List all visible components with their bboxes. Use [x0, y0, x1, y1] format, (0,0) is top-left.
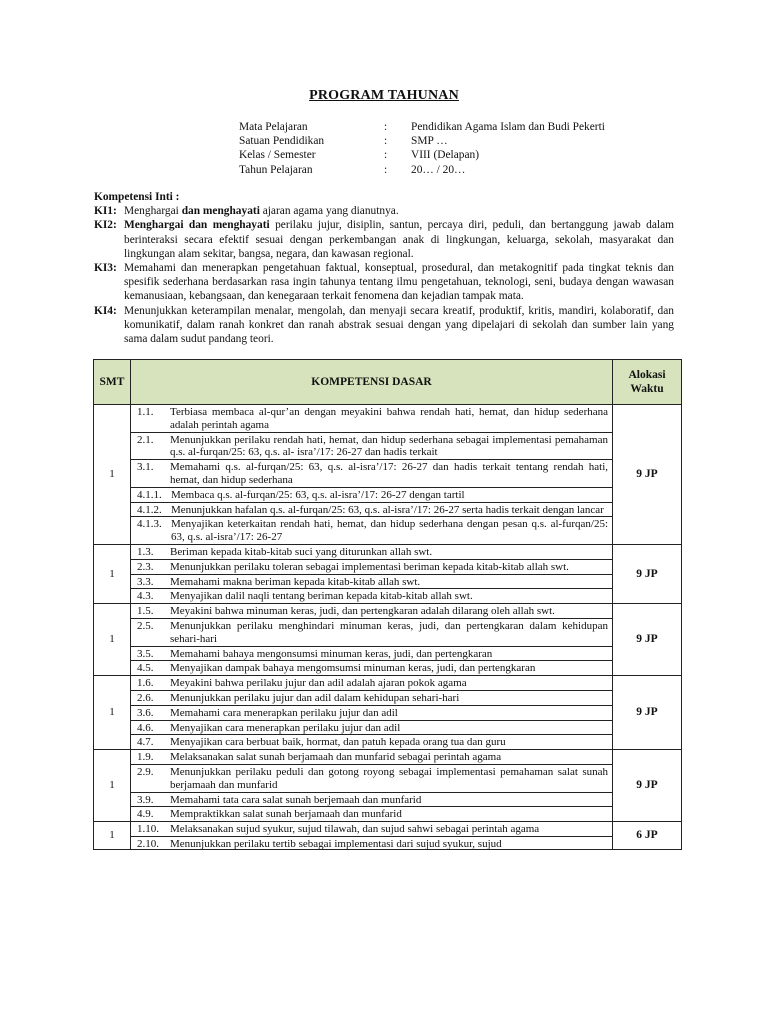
table-row	[94, 460, 682, 488]
kd-text: Membaca q.s. al-furqan/25: 63, q.s. al-isra’/17: 26-27 dengan tartil	[171, 488, 465, 501]
table-row	[94, 750, 682, 765]
kd-number: 4.6.	[137, 721, 154, 734]
ki-item	[94, 304, 674, 347]
kompetensi-inti	[94, 190, 674, 346]
kd-number: 4.9.	[137, 808, 154, 821]
smt-cell: 1	[94, 405, 131, 545]
ki-text-part: ajaran agama yang dianutnya.	[259, 205, 399, 218]
kd-text: Menyajikan dampak bahaya mengomsumsi minuman keras, judi, dan pertengkaran	[170, 662, 536, 675]
meta-separator: :	[384, 149, 388, 162]
kd-text: Menunjukkan perilaku jujur dan adil dalam kehidupan sehari-hari	[170, 691, 460, 704]
kd-number: 2.6.	[137, 691, 154, 704]
kd-text: Meyakini bahwa minuman keras, judi, dan pertengkaran adalah dilarang oleh allah swt.	[170, 605, 555, 618]
table-row	[94, 690, 682, 705]
ki-code: KI3:	[94, 262, 117, 275]
ki-text-part: Menghargai	[124, 205, 182, 218]
kd-cell	[131, 604, 613, 619]
smt-cell: 1	[94, 544, 131, 603]
header-smt: SMT	[94, 360, 131, 405]
kd-number: 1.10.	[137, 823, 159, 836]
kd-cell	[131, 432, 613, 460]
kd-cell	[131, 676, 613, 691]
meta-separator: :	[384, 121, 388, 133]
kd-cell	[131, 487, 613, 502]
kd-cell	[131, 661, 613, 676]
table-row	[94, 836, 682, 849]
kd-number: 1.6.	[137, 677, 154, 690]
kd-cell	[131, 574, 613, 589]
kd-number: 1.1.	[137, 406, 154, 418]
meta-label: Mata Pelajaran	[239, 121, 308, 133]
kd-number: 3.5.	[137, 647, 154, 660]
kd-cell	[131, 690, 613, 705]
kd-cell	[131, 559, 613, 574]
meta-row	[239, 163, 605, 177]
alokasi-waktu-cell: 9 JP	[613, 676, 682, 750]
kd-cell	[131, 502, 613, 517]
meta-label: Tahun Pelajaran	[239, 163, 313, 176]
meta-value: Pendidikan Agama Islam dan Budi Pekerti	[411, 121, 605, 133]
ki-text	[124, 204, 674, 218]
kd-text: Melaksanakan sujud syukur, sujud tilawah, dan sujud sahwi sebagai perintah agama	[170, 823, 540, 836]
document-meta	[239, 120, 605, 177]
table-row	[94, 589, 682, 604]
table-row	[94, 807, 682, 822]
ki-item	[94, 218, 674, 261]
kd-number: 4.7.	[137, 736, 154, 749]
table-row	[94, 705, 682, 720]
kd-number: 1.3.	[137, 545, 154, 558]
ki-text-part: dan menghayati	[181, 205, 260, 218]
ki-heading: Kompetensi Inti :	[94, 191, 180, 203]
kd-text: Menunjukkan perilaku menghindari minuman keras, judi, dan pertengkaran dalam kehidupan sehari-hari	[170, 619, 608, 645]
kd-cell	[131, 705, 613, 720]
smt-cell: 1	[94, 604, 131, 676]
kd-text: Beriman kepada kitab-kitab suci yang diturunkan allah swt.	[170, 545, 433, 558]
table-row	[94, 720, 682, 735]
table-row	[94, 487, 682, 502]
table-row	[94, 574, 682, 589]
meta-value: VIII (Delapan)	[411, 149, 479, 162]
ki-text-part: Memahami dan menerapkan pengetahuan faktual, konseptual, prosedural, dan metakognitif pada tingkat teknis dan spesifik sederhana berdasarkan rasa ingin tahunya tentang ilmu pengetahuan, teknologi, seni, budaya dengan wawasan kemanusiaan, kebangsaan, dan kenegaraan terkait fenomena dan kejadian tampak mata.	[124, 262, 674, 303]
meta-value: SMP …	[411, 135, 448, 148]
ki-item	[94, 261, 674, 304]
table-header-row	[94, 360, 682, 405]
meta-row	[239, 148, 605, 162]
kd-number: 2.5.	[137, 619, 154, 632]
page-title: PROGRAM TAHUNAN	[309, 88, 459, 103]
kd-number: 2.9.	[137, 765, 154, 778]
ki-text-part: perilaku jujur, disiplin, santun, percaya diri, peduli, dan bertanggung jawab dalam berinteraksi secara efektif sesuai dengan perkembangan anak di lingkungan, keluarga, sekolah, masyarakat dan lingkungan alam sekitar, bangsa, negara, dan kawasan regional.	[124, 219, 674, 260]
kd-number: 3.9.	[137, 793, 154, 806]
table-row	[94, 604, 682, 619]
kd-number: 3.6.	[137, 706, 154, 719]
meta-row	[239, 134, 605, 148]
kd-number: 1.9.	[137, 751, 154, 764]
kd-text: Menyajikan keterkaitan rendah hati, hemat, dan hidup sederhana dengan pesan q.s. al-furqan/25: 63, q.s. al-isra’/17: 26-27	[171, 518, 608, 544]
kd-number: 2.10.	[137, 837, 159, 849]
table-row	[94, 544, 682, 559]
kd-cell	[131, 822, 613, 837]
kd-text: Menyajikan cara berbuat baik, hormat, dan patuh kepada orang tua dan guru	[170, 736, 506, 749]
kd-number: 4.1.3.	[137, 518, 162, 531]
ki-text-part: Menghargai dan menghayati	[124, 219, 270, 232]
kd-cell	[131, 750, 613, 765]
kd-text: Melaksanakan salat sunah berjamaah dan munfarid sebagai perintah agama	[170, 751, 502, 764]
header-alokasi-waktu: Alokasi Waktu	[613, 360, 682, 405]
kd-number: 4.1.1.	[137, 488, 162, 501]
meta-label: Kelas / Semester	[239, 149, 316, 162]
ki-text	[124, 261, 674, 304]
table-row	[94, 559, 682, 574]
meta-separator: :	[384, 163, 388, 176]
kd-text: Menunjukkan hafalan q.s. al-furqan/25: 63, q.s. al-isra’/17: 26-27 serta hadis terkait dengan lancar	[171, 503, 604, 516]
kd-cell	[131, 836, 613, 849]
kd-text: Memahami cara menerapkan perilaku jujur dan adil	[170, 706, 398, 719]
header-kompetensi-dasar: KOMPETENSI DASAR	[131, 360, 613, 405]
kd-text: Menyajikan dalil naqli tentang beriman kepada kitab-kitab allah swt.	[170, 590, 473, 603]
table-row	[94, 661, 682, 676]
kd-cell	[131, 792, 613, 807]
kd-cell	[131, 720, 613, 735]
meta-separator: :	[384, 135, 388, 148]
alokasi-waktu-cell: 6 JP	[613, 822, 682, 850]
kd-number: 1.5.	[137, 605, 154, 618]
table-row	[94, 405, 682, 433]
table-row	[94, 822, 682, 837]
kd-cell	[131, 735, 613, 750]
meta-row	[239, 120, 605, 134]
kd-text: Menunjukkan perilaku toleran sebagai implementasi beriman kepada kitab-kitab allah swt.	[170, 560, 569, 573]
ki-code: KI1:	[94, 205, 117, 218]
table-row	[94, 735, 682, 750]
smt-cell: 1	[94, 750, 131, 822]
kd-cell	[131, 460, 613, 488]
kd-number: 4.1.2.	[137, 503, 162, 516]
ki-text	[124, 218, 674, 261]
meta-label: Satuan Pendidikan	[239, 135, 325, 148]
kd-text: Menunjukkan perilaku rendah hati, hemat, dan hidup sederhana sebagai implementasi pemahaman q.s. al-furqan/25: 63, q.s. al- isra’/17: 26-27 dan hadis terkait	[170, 433, 608, 459]
kd-text: Mempraktikkan salat sunah berjamaah dan munfarid	[170, 808, 402, 821]
ki-code: KI2:	[94, 219, 117, 232]
table-row	[94, 517, 682, 545]
kd-text: Memahami tata cara salat sunah berjemaah dan munfarid	[170, 793, 422, 806]
table-row	[94, 618, 682, 646]
kd-cell	[131, 589, 613, 604]
kd-number: 4.3.	[137, 590, 154, 603]
ki-code: KI4:	[94, 304, 117, 317]
smt-cell: 1	[94, 676, 131, 750]
ki-text	[124, 304, 674, 347]
table-row	[94, 792, 682, 807]
kd-cell	[131, 405, 613, 433]
kd-text: Meyakini bahwa perilaku jujur dan adil adalah ajaran pokok agama	[170, 677, 467, 690]
table-row	[94, 502, 682, 517]
kd-text: Terbiasa membaca al-qur’an dengan meyakini bahwa rendah hati, hemat, dan hidup sederhana adalah perintah agama	[170, 406, 608, 431]
kd-number: 2.1.	[137, 433, 154, 446]
kd-cell	[131, 544, 613, 559]
kd-cell	[131, 807, 613, 822]
kd-text: Memahami makna beriman kepada kitab-kitab allah swt.	[170, 575, 421, 588]
alokasi-waktu-cell: 9 JP	[613, 405, 682, 545]
kd-cell	[131, 646, 613, 661]
ki-item	[94, 204, 674, 218]
kd-cell	[131, 517, 613, 545]
alokasi-waktu-cell: 9 JP	[613, 750, 682, 822]
kd-cell	[131, 764, 613, 792]
table-row	[94, 646, 682, 661]
kd-number: 4.5.	[137, 662, 154, 675]
kd-number: 3.1.	[137, 461, 154, 474]
kd-cell	[131, 618, 613, 646]
table-row	[94, 764, 682, 792]
kompetensi-dasar-table	[93, 359, 682, 850]
kd-text: Memahami q.s. al-furqan/25: 63, q.s. al-isra’/17: 26-27 dan hadis terkait tentang rendah hati, hemat, dan hidup sederhana	[170, 461, 608, 486]
meta-value: 20… / 20…	[411, 163, 466, 176]
kd-number: 2.3.	[137, 560, 154, 573]
kd-text: Menyajikan cara menerapkan perilaku jujur dan adil	[170, 721, 401, 734]
kd-text: Memahami bahaya mengonsumsi minuman keras, judi, dan pertengkaran	[170, 647, 493, 660]
table-row	[94, 676, 682, 691]
kd-number: 3.3.	[137, 575, 154, 588]
kd-text: Menunjukkan perilaku peduli dan gotong royong sebagai implementasi pemahaman salat sunah berjamaah dan munfarid	[170, 765, 608, 791]
alokasi-waktu-cell: 9 JP	[613, 604, 682, 676]
ki-text-part: Menunjukkan keterampilan menalar, mengolah, dan menyaji secara kreatif, produktif, kritis, mandiri, kolaboratif, dan komunikatif, dalam ranah konkret dan ranah abstrak sesuai dengan yang dipelajari di sekolah dan sumber lain yang sama dalam sudut pandang teori.	[124, 304, 674, 346]
kd-text: Menunjukkan perilaku tertib sebagai implementasi dari sujud syukur, sujud	[170, 837, 502, 849]
table-row	[94, 432, 682, 460]
alokasi-waktu-cell: 9 JP	[613, 544, 682, 603]
ki-list	[94, 204, 674, 346]
smt-cell: 1	[94, 822, 131, 850]
